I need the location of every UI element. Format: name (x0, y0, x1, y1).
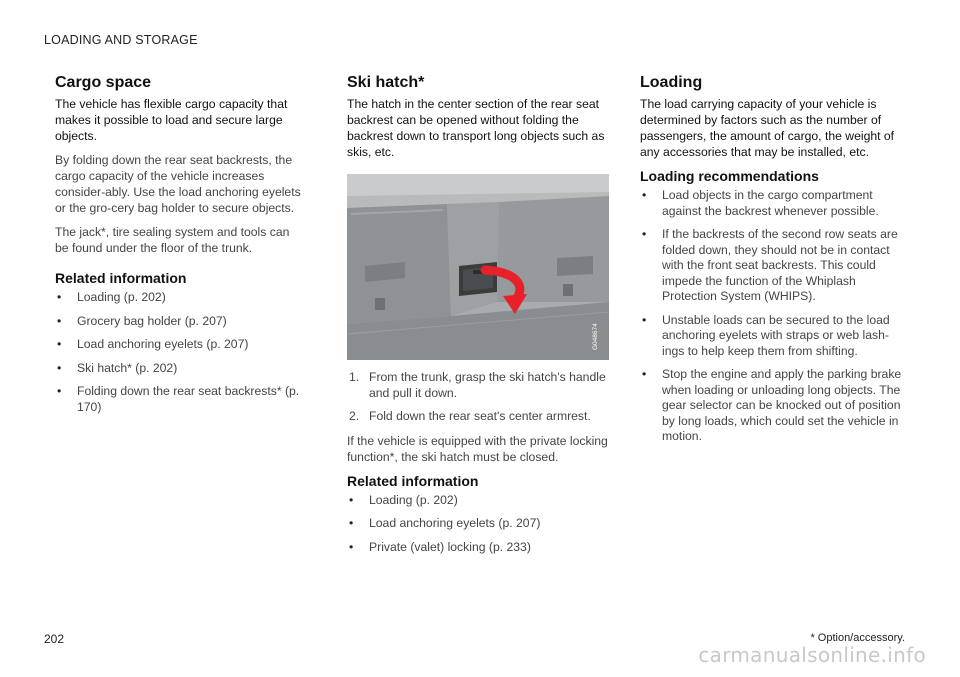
bullet-icon: • (57, 313, 62, 328)
ski-hatch-illustration (347, 174, 609, 360)
ski-hatch-steps (347, 370, 609, 425)
bullet-icon: • (57, 337, 62, 351)
ski-hatch-photo (347, 174, 609, 360)
bullet-icon: • (349, 516, 354, 530)
cargo-related-title: Related information (55, 270, 187, 286)
related-link[interactable]: • Folding down the rear seat backrests* (p. 170) (57, 384, 300, 414)
step-item: 2. Fold down the rear seat's center armrest. (349, 409, 591, 423)
loading-recommendations-list (640, 188, 902, 445)
bullet-icon: • (642, 367, 647, 381)
ski-hatch-title: Ski hatch* (347, 74, 425, 91)
bullet-icon: • (57, 290, 62, 304)
cargo-paragraph-1: By folding down the rear seat backrests, the cargo capacity of the vehicle increases consider-ably. Use the load anchoring eyelets or the gro-cery bag holder to secure objects. (55, 153, 301, 215)
bullet-icon: • (642, 227, 647, 241)
related-link[interactable]: • Load anchoring eyelets (p. 207) (57, 337, 249, 351)
related-link[interactable]: • Loading (p. 202) (57, 290, 166, 304)
bullet-icon: • (642, 188, 647, 202)
loading-section (640, 74, 902, 453)
cargo-lead: The vehicle has flexible cargo capacity that makes it possible to load and secure large objects. (55, 97, 288, 143)
cargo-related-list (55, 290, 305, 415)
ski-related-list (347, 493, 609, 556)
page-number: 202 (44, 632, 65, 646)
ski-hatch-lead: The hatch in the center section of the rear seat backrest can be opened without folding the backrest down to transport long objects such as skis, etc. (347, 97, 605, 159)
section-header: LOADING AND STORAGE (44, 33, 198, 47)
list-item: • Load objects in the cargo compartment against the backrest whenever possible. (642, 188, 879, 218)
loading-title: Loading (640, 74, 703, 91)
ski-related-title: Related information (347, 472, 479, 489)
ski-hatch-section (347, 74, 609, 563)
related-link[interactable]: • Load anchoring eyelets (p. 207) (349, 516, 541, 530)
loading-lead: The load carrying capacity of your vehicle is determined by factors such as the number of passengers, the amount of cargo, the weight of any accessories that may be installed, etc. (640, 97, 895, 159)
watermark: carmanualsonline.info (698, 643, 926, 667)
related-link[interactable]: • Private (valet) locking (p. 233) (349, 539, 531, 554)
loading-recommendations-title: Loading recommendations (640, 168, 819, 184)
related-link[interactable]: • Grocery bag holder (p. 207) (57, 313, 227, 328)
footnote: * Option/accessory. (810, 632, 905, 644)
list-item: • Unstable loads can be secured to the load anchoring eyelets with straps or web lash-ings to help keep them from shifting. (642, 312, 890, 358)
related-link[interactable]: • Ski hatch* (p. 202) (57, 360, 178, 375)
bullet-icon: • (642, 312, 647, 327)
cargo-space-title: Cargo space (55, 74, 152, 91)
list-item: • If the backrests of the second row seats are folded down, they should not be in contact with the front seat backrests. This could impede the function of the Whiplash Protection System (WHIPS). (642, 227, 898, 303)
cargo-space-section (55, 74, 305, 423)
bullet-icon: • (57, 384, 62, 398)
ski-hatch-note: If the vehicle is equipped with the private locking function*, the ski hatch must be closed. (347, 433, 608, 464)
step-item: 1. From the trunk, grasp the ski hatch's handle and pull it down. (349, 370, 606, 400)
bullet-icon: • (349, 492, 354, 507)
cargo-paragraph-2: The jack*, tire sealing system and tools can be found under the floor of the trunk. (55, 225, 290, 255)
related-link[interactable]: • Loading (p. 202) (349, 492, 458, 507)
list-item: • Stop the engine and apply the parking brake when loading or unloading long objects. The gear selector can be knocked out of position by long loads, which could set the vehicle in motion. (642, 367, 902, 443)
bullet-icon: • (349, 539, 354, 554)
bullet-icon: • (57, 360, 62, 375)
figure-code: G048674 (592, 323, 599, 350)
